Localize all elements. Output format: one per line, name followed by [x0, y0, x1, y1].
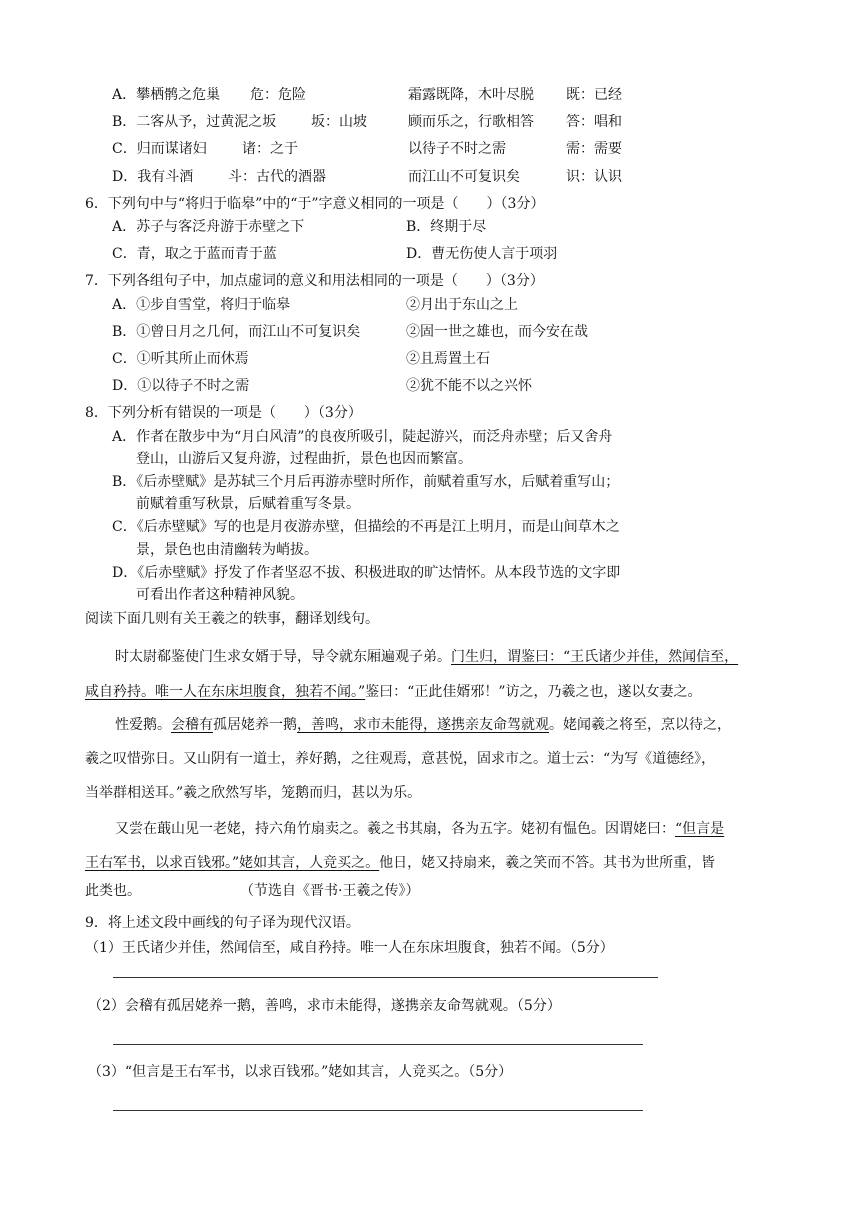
- passage-1-text-b: 鉴曰：“正此佳婿邪！”访之，乃羲之也，遂以女妻之。: [365, 684, 702, 700]
- q8-option-c-line1: C．《后赤壁赋》写的也是月夜游赤壁，但描绘的不再是江上明月，而是山间草木之: [112, 519, 620, 535]
- q5-row-a-gloss: 危：危险: [250, 87, 306, 103]
- passage-3-text-a: 又尝在蕺山见一老姥，持六角竹扇卖之。羲之书其扇，各为五字。姥初有愠色。因谓姥曰：: [115, 821, 675, 837]
- q5-row-d-gloss: 斗：古代的酒器: [228, 169, 326, 185]
- q5-row-d-gloss2: 识：认识: [566, 169, 622, 185]
- q8-option-d-line2: 可看出作者这种精神风貌。: [136, 587, 304, 603]
- q5-row-c-gloss: 诸：之于: [242, 141, 298, 157]
- q9-sentence-3: （3）“但言是王右军书，以求百钱邪。”姥如其言，人竞买之。（5分）: [88, 1064, 513, 1080]
- passage-2-underline-1: 会稽有: [171, 717, 213, 733]
- passage-1-underline-1: 门生归，谓鉴曰：“王氏诸少并佳，然闻信至，: [451, 649, 739, 665]
- q6-stem: 6．下列句中与“将归于临皋”中的“于”字意义相同的一项是（ ）（3分）: [85, 196, 545, 212]
- q9-sentence-1: （1）王氏诸少并佳，然闻信至，咸自矜持。唯一人在东床坦腹食，独若不闻。（5分）: [85, 940, 614, 956]
- q5-row-b-right: 顾而乐之，行歌相答: [408, 114, 534, 130]
- q8-option-a-line2: 登山，山游后又复舟游，过程曲折，景色也因而繁富。: [136, 451, 472, 467]
- q7-row-d-right: ②犹不能不以之兴怀: [406, 378, 532, 394]
- passage-3-text-c: 此类也。: [85, 883, 141, 899]
- q9-answer-line-3[interactable]: [113, 1110, 643, 1111]
- reading-intro: 阅读下面几则有关王羲之的轶事，翻译划线句。: [85, 611, 379, 627]
- q8-option-c-line2: 景，景色也由清幽转为峭拔。: [136, 542, 318, 558]
- passage-2-line-2: 羲之叹惜弥日。又山阴有一道士，养好鹅，之往观焉，意甚悦，固求市之。道士云：“为写《道德经》，: [85, 751, 716, 767]
- q7-row-c-left: C．①听其所止而休焉: [112, 351, 249, 367]
- passage-2-line-3: 当举群相送耳。”羲之欣然写毕，笼鹅而归，甚以为乐。: [85, 785, 422, 801]
- q5-row-c-gloss2: 需：需要: [566, 141, 622, 157]
- q9-answer-line-1[interactable]: [113, 977, 658, 978]
- q5-row-b-gloss2: 答：唱和: [566, 114, 622, 130]
- q7-row-b-right: ②固一世之雄也，而今安在哉: [406, 324, 588, 340]
- q6-option-b: B．终期于尽: [406, 219, 487, 235]
- q7-row-a-left: A．①步自雪堂，将归于临皋: [112, 297, 291, 313]
- q5-row-a-gloss2: 既：已经: [566, 87, 622, 103]
- passage-2-line-1: [115, 715, 731, 735]
- passage-3-underline-2: 王右军书，以求百钱邪。”姥如其言，人竞买之。: [85, 855, 380, 871]
- q7-row-b-left: B．①曾日月之几何，而江山不可复识矣: [112, 324, 361, 340]
- q7-row-d-left: D．①以待子不时之需: [112, 378, 250, 394]
- passage-1-underline-2: 咸自矜持。唯一人在东床坦腹食，独若不闻。”: [85, 684, 366, 700]
- passage-2-text-b: 孤居姥养一鹅: [213, 717, 297, 733]
- q5-row-a-right: 霜露既降，木叶尽脱: [408, 87, 534, 103]
- q7-row-c-right: ②且焉置土石: [406, 351, 490, 367]
- q5-row-d-right: 而江山不可复识矣: [408, 169, 520, 185]
- passage-2-text-a: 性爱鹅。: [115, 717, 171, 733]
- q5-row-c-right: 以待子不时之需: [408, 141, 506, 157]
- q5-row-c-left: C．归而谋诸妇: [112, 141, 207, 157]
- q9-answer-line-2[interactable]: [113, 1044, 643, 1045]
- passage-3-text-b: 他日，姥又持扇来，羲之笑而不答。其书为世所重，皆: [379, 855, 716, 871]
- q8-option-b-line1: B．《后赤壁赋》是苏轼三个月后再游赤壁时所作，前赋着重写水，后赋着重写山；: [112, 474, 620, 490]
- passage-1-line-1: [115, 647, 738, 667]
- q6-option-c: C．青，取之于蓝而青于蓝: [112, 246, 277, 262]
- q6-option-a: A．苏子与客泛舟游于赤壁之下: [112, 219, 305, 235]
- passage-2-text-c: 。姥闻羲之将至，烹以待之，: [549, 717, 731, 733]
- q5-row-a-left: A．攀栖鹘之危巢: [112, 87, 221, 103]
- q6-option-d: D．曹无伤使人言于项羽: [406, 246, 558, 262]
- q8-stem: 8．下列分析有错误的一项是（ ）（3分）: [85, 405, 362, 421]
- q5-row-b-gloss: 坂：山坡: [311, 114, 367, 130]
- q5-row-d-left: D．我有斗酒: [112, 169, 194, 185]
- passage-3-line-2: [85, 853, 715, 873]
- q8-option-b-line2: 前赋着重写秋景，后赋着重写冬景。: [136, 496, 360, 512]
- passage-3-line-3: [85, 881, 141, 901]
- passage-source: （节选自《晋书·王羲之传》）: [240, 883, 420, 899]
- passage-3-line-1: [115, 819, 724, 839]
- passage-1-text-a: 时太尉郗鉴使门生求女婿于导，导令就东厢遍观子弟。: [115, 649, 451, 665]
- passage-3-underline-1: “但言是: [675, 821, 725, 837]
- q7-row-a-right: ②月出于东山之上: [406, 297, 518, 313]
- q9-sentence-2: （2）会稽有孤居姥养一鹅，善鸣，求市未能得，遂携亲友命驾就观。（5分）: [88, 998, 561, 1014]
- passage-1-line-2: [85, 682, 701, 702]
- q9-stem: 9．将上述文段中画线的句子译为现代汉语。: [85, 915, 360, 931]
- q5-row-b-left: B．二客从予，过黄泥之坂: [112, 114, 277, 130]
- q8-option-a-line1: A．作者在散步中为“月白风清”的良夜所吸引，陡起游兴，而泛舟赤壁；后又舍舟: [112, 429, 613, 445]
- q7-stem: 7．下列各组句子中，加点虚词的意义和用法相同的一项是（ ）（3分）: [85, 273, 544, 289]
- passage-2-underline-2: ，善鸣，求市未能得，遂携亲友命驾就观: [297, 717, 549, 733]
- q8-option-d-line1: D．《后赤壁赋》抒发了作者坚忍不拔、积极进取的旷达情怀。从本段节选的文字即: [112, 565, 621, 581]
